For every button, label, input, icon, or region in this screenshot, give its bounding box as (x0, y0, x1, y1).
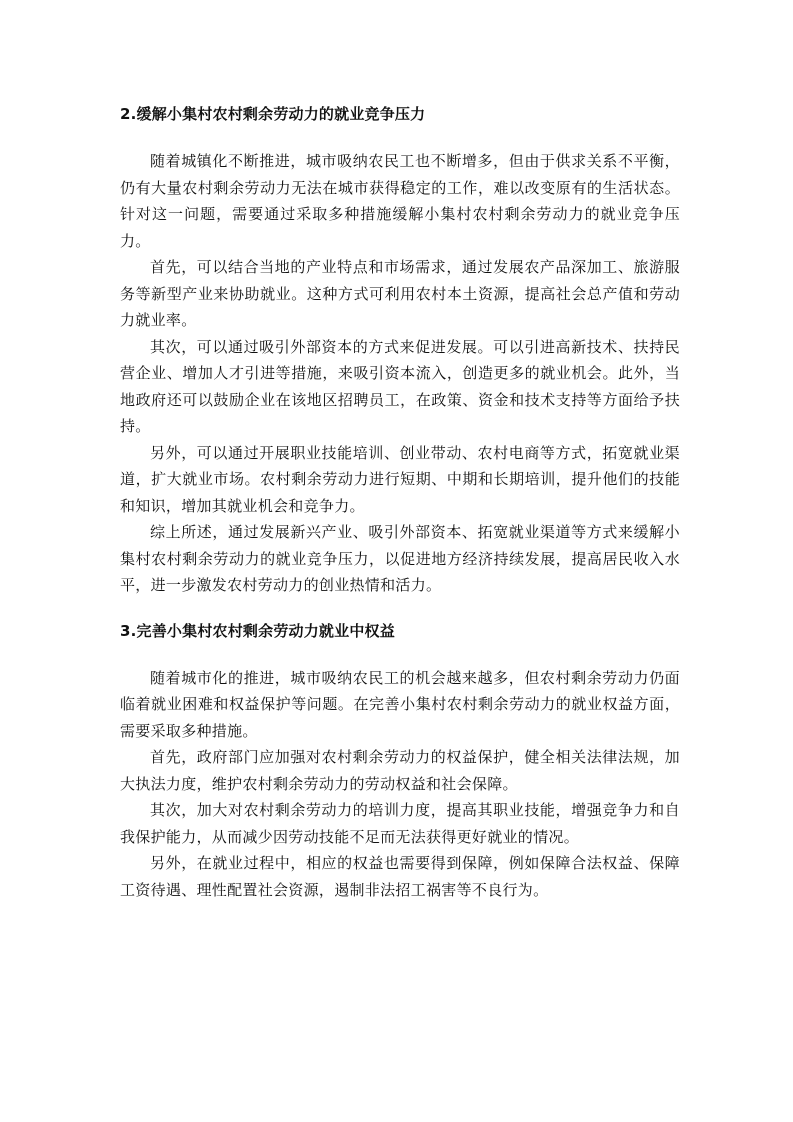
section-heading: 3.完善小集村农村剩余劳动力就业中权益 (120, 621, 395, 640)
document-body (120, 102, 680, 903)
section-3-employment-rights (120, 619, 680, 904)
paragraph: 首先，政府部门应加强对农村剩余劳动力的权益保护，健全相关法律法规，加大执法力度，维护农村剩余劳动力的劳动权益和社会保障。 (120, 748, 680, 793)
paragraph: 首先，可以结合当地的产业特点和市场需求，通过发展农产品深加工、旅游服务等新型产业来协助就业。这种方式可利用农村本土资源，提高社会总产值和劳动力就业率。 (120, 258, 680, 329)
paragraph: 另外，可以通过开展职业技能培训、创业带动、农村电商等方式，拓宽就业渠道，扩大就业市场。农村剩余劳动力进行短期、中期和长期培训，提升他们的技能和知识，增加其就业机会和竞争力。 (120, 443, 680, 515)
section-2-employment-pressure (120, 102, 680, 599)
paragraph: 另外，在就业过程中，相应的权益也需要得到保障，例如保障合法权益、保障工资待遇、理性配置社会资源，遏制非法招工祸害等不良行为。 (120, 854, 680, 899)
paragraph: 其次，可以通过吸引外部资本的方式来促进发展。可以引进高新技术、扶持民营企业、增加人才引进等措施，来吸引资本流入，创造更多的就业机会。此外，当地政府还可以鼓励企业在该地区招聘员工，在政策、资金和技术支持等方面给予扶持。 (120, 337, 680, 435)
paragraph: 其次，加大对农村剩余劳动力的培训力度，提高其职业技能，增强竞争力和自我保护能力，从而减少因劳动技能不足而无法获得更好就业的情况。 (120, 801, 680, 846)
paragraph: 随着城镇化不断推进，城市吸纳农民工也不断增多，但由于供求关系不平衡，仍有大量农村剩余劳动力无法在城市获得稳定的工作，难以改变原有的生活状态。针对这一问题，需要通过采取多种措施缓解小集村农村剩余劳动力的就业竞争压力。 (120, 152, 680, 250)
paragraph: 综上所述，通过发展新兴产业、吸引外部资本、拓宽就业渠道等方式来缓解小集村农村剩余劳动力的就业竞争压力，以促进地方经济持续发展，提高居民收入水平，进一步激发农村劳动力的创业热情和活力。 (120, 523, 680, 594)
paragraph: 随着城市化的推进，城市吸纳农民工的机会越来越多，但农村剩余劳动力仍面临着就业困难和权益保护等问题。在完善小集村农村剩余劳动力的就业权益方面，需要采取多种措施。 (120, 668, 680, 740)
section-heading: 2.缓解小集村农村剩余劳动力的就业竞争压力 (120, 105, 426, 123)
